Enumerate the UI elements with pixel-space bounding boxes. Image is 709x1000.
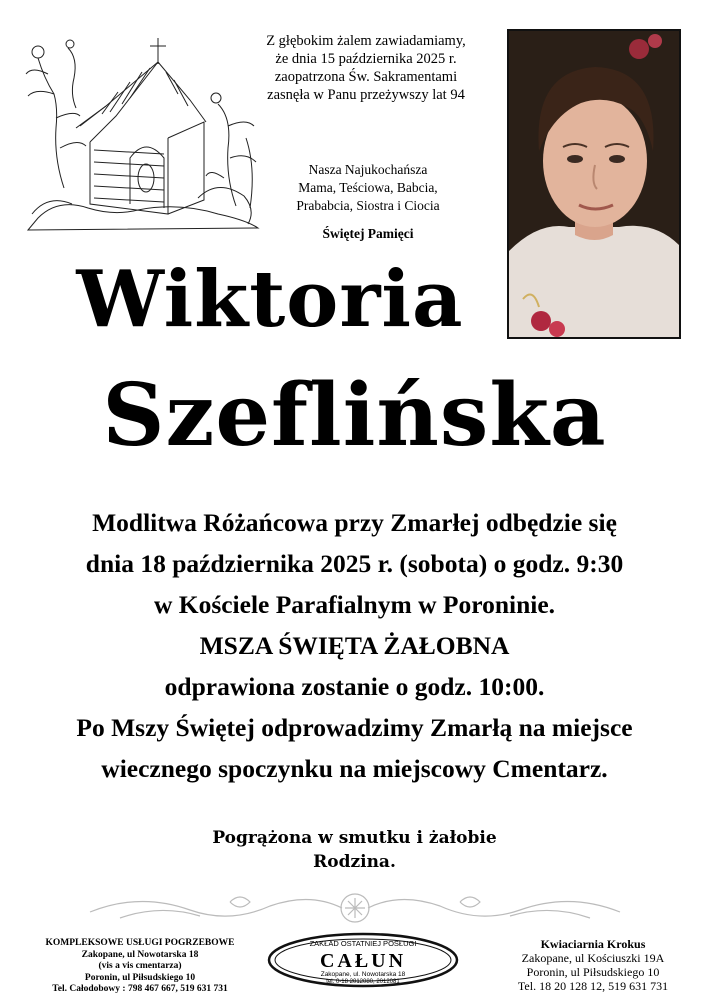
florist-line: Poronin, ul Piłsudskiego 10 xyxy=(526,965,660,979)
funeral-home-line: Poronin, ul Piłsudskiego 10 xyxy=(84,972,196,983)
memory-label: Świętej Pamięci xyxy=(322,226,414,241)
calun-logo xyxy=(265,930,461,990)
announcement-line: Modlitwa Różańcowa przy Zmarłej odbędzie się xyxy=(92,508,617,537)
logo-phone: tel. 0-18 2012080, 2012081 xyxy=(326,979,400,985)
funeral-home-line: KOMPLEKSOWE USŁUGI POGRZEBOWE xyxy=(45,938,235,948)
announcement-line: dnia 18 października 2025 r. (sobota) o godz. 9:30 xyxy=(85,549,624,578)
family-signature xyxy=(0,826,709,874)
funeral-home-line: (vis a vis cmentarza) xyxy=(98,961,182,971)
funeral-home-info xyxy=(22,938,258,996)
floral-ornament-divider xyxy=(80,888,630,928)
death-notice-intro xyxy=(228,32,504,104)
intro-line: zaopatrzona Św. Sakramentami xyxy=(274,69,458,85)
announcement-line: Po Mszy Świętej odprowadzimy Zmarłą na miejsce xyxy=(76,713,633,742)
logo-name: CAŁUN xyxy=(319,950,407,972)
kinship-block xyxy=(260,161,476,215)
kinship-line: Mama, Teściowa, Babcia, xyxy=(298,180,438,195)
florist-info xyxy=(488,937,698,993)
signature-line: Rodzina. xyxy=(313,852,396,872)
florist-phone: Tel. 18 20 128 12, 519 631 731 xyxy=(517,979,669,993)
announcement-line: wiecznego spoczynku na miejscowy Cmentarz. xyxy=(101,754,608,783)
intro-line: że dnia 15 października 2025 r. xyxy=(275,51,457,67)
deceased-last-name: Szeflińska xyxy=(102,365,607,466)
funeral-announcement xyxy=(0,502,709,789)
kinship-line: Nasza Najukochańsza xyxy=(308,162,428,177)
announcement-line: w Kościele Parafialnym w Poroninie. xyxy=(153,590,556,619)
signature-line: Pogrążona w smutku i żałobie xyxy=(212,828,497,848)
announcement-line: MSZA ŚWIĘTA ŻAŁOBNA xyxy=(199,631,510,660)
kinship-line: Prababcia, Siostra i Ciocia xyxy=(296,198,440,213)
announcement-line: odprawiona zostanie o godz. 10:00. xyxy=(164,672,545,701)
logo-address: Zakopane, ul. Nowotarska 18 xyxy=(320,971,406,978)
florist-line: Zakopane, ul Kościuszki 19A xyxy=(521,951,665,965)
logo-top-text: ZAKŁAD OSTATNIEJ POSŁUGI xyxy=(309,939,417,948)
deceased-first-name: Wiktoria xyxy=(76,254,464,345)
funeral-home-line: Zakopane, ul Nowotarska 18 xyxy=(81,949,199,960)
florist-name: Kwiaciarnia Krokus xyxy=(540,937,646,951)
intro-line: Z głębokim żalem zawiadamiamy, xyxy=(266,33,466,49)
funeral-home-phone: Tel. Całodobowy : 798 467 667, 519 631 731 xyxy=(52,984,228,994)
intro-line: zasnęła w Panu przeżywszy lat 94 xyxy=(267,87,465,103)
